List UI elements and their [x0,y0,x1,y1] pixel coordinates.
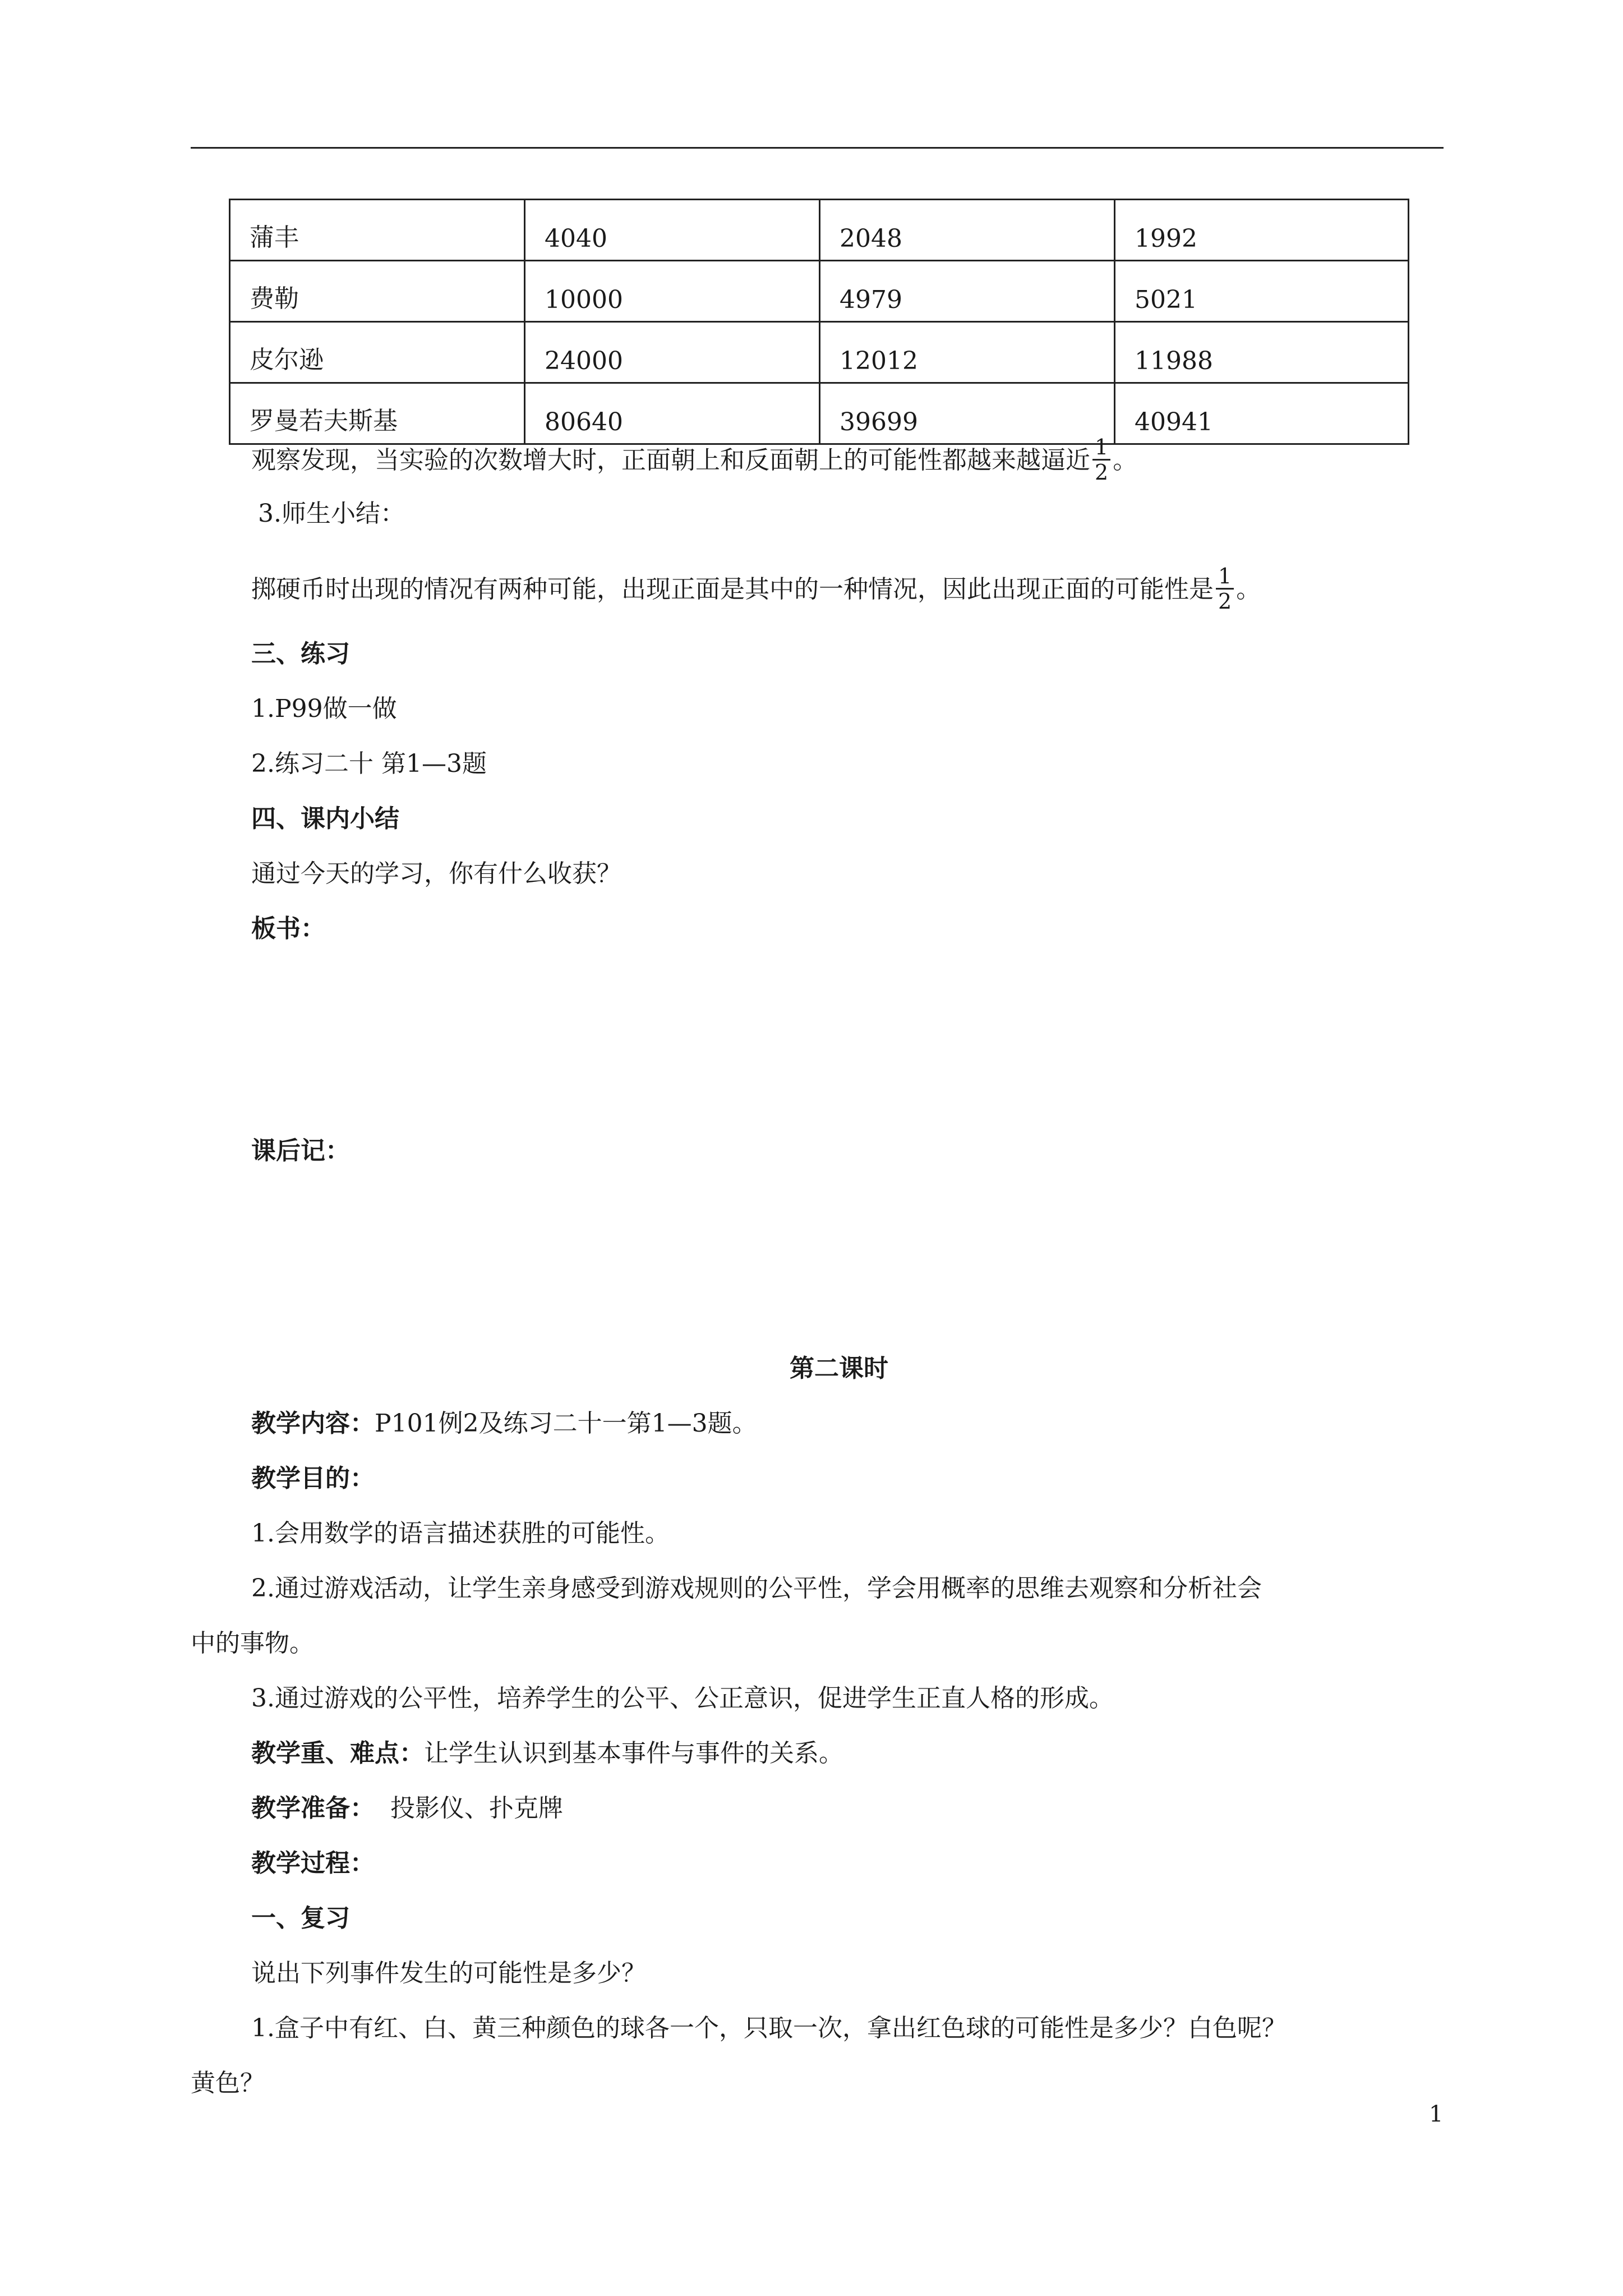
table-cell: 10000 [525,261,820,322]
teaching-content: 教学内容：P101例2及练习二十一第1—3题。 [251,1409,757,1438]
table-cell: 12012 [820,322,1115,383]
board-label: 板书： [251,914,325,943]
summary-heading: 3.师生小结： [258,499,405,528]
goal-item-2-continued: 中的事物。 [191,1629,314,1658]
table-row [230,200,1409,261]
page-number: 1 [1429,2101,1444,2127]
table-cell: 2048 [820,200,1115,261]
review-question-1-continued: 黄色？ [191,2069,265,2097]
teaching-goals-label: 教学目的： [251,1464,375,1493]
summary-line: 掷硬币时出现的情况有两种可能，出现正面是其中的一种情况，因此出现正面的可能性是 $\frac{1}{2}$ 。 [251,564,1261,614]
table-cell: 11988 [1115,322,1409,383]
goal-item-1: 1.会用数学的语言描述获胜的可能性。 [251,1519,670,1548]
goal-item-3: 3.通过游戏的公平性，培养学生的公平、公正意识，促进学生正直人格的形成。 [251,1684,1114,1713]
fraction: $\frac{1}{2}$ [1092,435,1110,484]
teaching-process-label: 教学过程： [251,1849,375,1878]
fraction: $\frac{1}{2}$ [1216,564,1234,613]
goal-item-2: 2.通过游戏活动，让学生亲身感受到游戏规则的公平性，学会用概率的思维去观察和分析社会 [251,1574,1262,1603]
practice-item-2: 2.练习二十 第1—3题 [251,749,487,778]
table-cell: 皮尔逊 [230,322,525,383]
table-cell: 蒲丰 [230,200,525,261]
table-row [230,261,1409,322]
table-cell: 4040 [525,200,820,261]
table-cell: 费勒 [230,261,525,322]
table-cell: 5021 [1115,261,1409,322]
table-cell: 80640 [525,383,820,444]
teaching-preparation: 教学准备： 投影仪、扑克牌 [251,1794,563,1823]
lesson-title: 第二课时 [790,1354,888,1383]
review-prompt: 说出下列事件发生的可能性是多少？ [251,1959,646,1987]
table-cell: 40941 [1115,383,1409,444]
table-cell: 罗曼若夫斯基 [230,383,525,444]
table-row [230,383,1409,444]
table-cell: 4979 [820,261,1115,322]
class-summary-heading: 四、课内小结 [251,804,399,833]
review-question-1: 1.盒子中有红、白、黄三种颜色的球各一个，只取一次，拿出红色球的可能性是多少？白色呢？ [251,2014,1287,2042]
table-cell: 39699 [820,383,1115,444]
table-cell: 1992 [1115,200,1409,261]
after-class-label: 课后记： [251,1137,350,1165]
practice-heading: 三、练习 [251,639,350,668]
coin-toss-table [229,199,1409,445]
review-heading: 一、复习 [251,1904,350,1932]
observation-line: 观察发现，当实验的次数增大时，正面朝上和反面朝上的可能性都越来越逼近 $\frac{1}{2}$ 。 [251,435,1138,485]
table-cell: 24000 [525,322,820,383]
key-points: 教学重、难点：让学生认识到基本事件与事件的关系。 [251,1739,843,1768]
table-row [230,322,1409,383]
practice-item-1: 1.P99做一做 [251,694,397,723]
header-rule [191,147,1444,149]
class-summary-question: 通过今天的学习，你有什么收获？ [251,859,621,888]
